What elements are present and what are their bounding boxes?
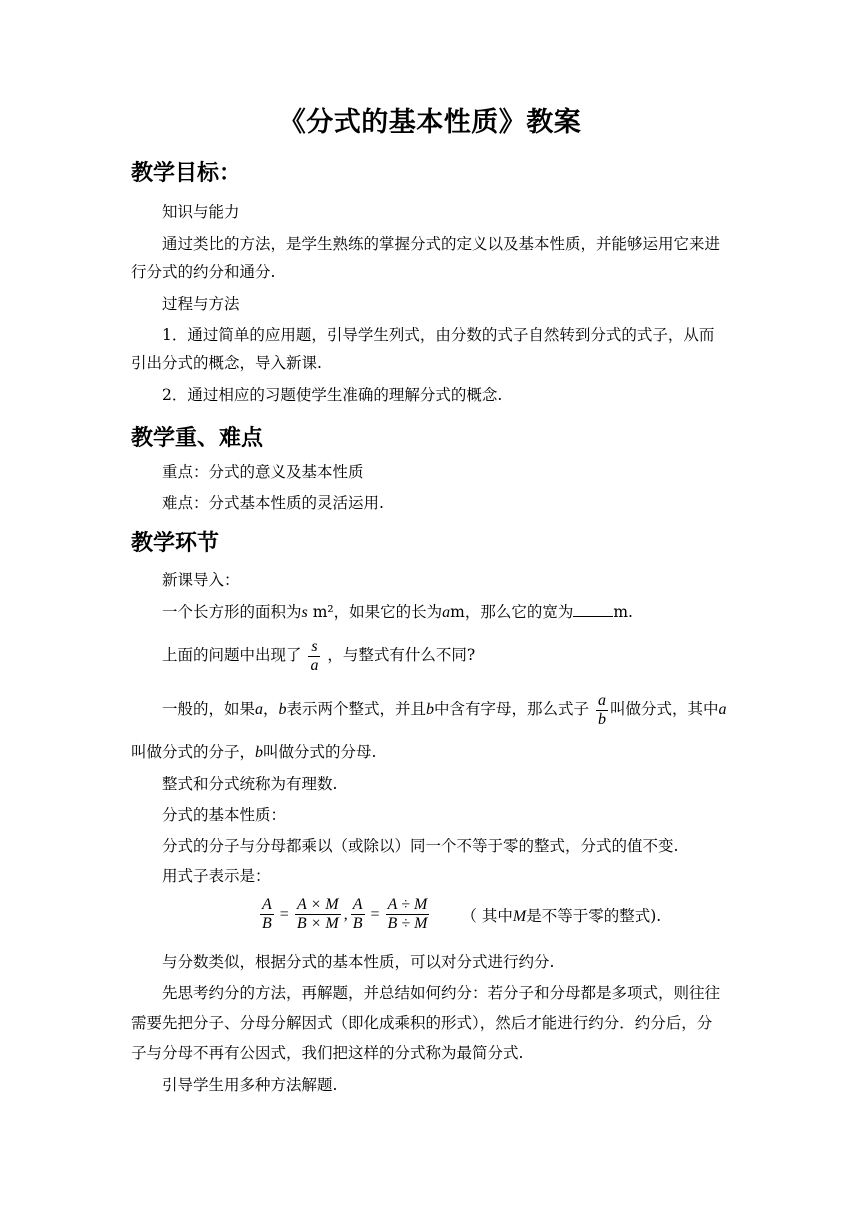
paragraph: 知识与能力 bbox=[162, 203, 240, 221]
paragraph: 新课导入： bbox=[162, 571, 240, 589]
fraction-s-over-a: $\frac{s}{a}$ bbox=[310, 637, 319, 674]
paragraph: 通过类比的方法，是学生熟练的掌握分式的定义以及基本性质，并能够运用它来进 bbox=[162, 235, 721, 253]
paragraph: 1．通过简单的应用题，引导学生列式，由分数的式子自然转到分式的式子，从而 bbox=[162, 326, 715, 344]
heading-key-points: 教学重、难点 bbox=[131, 425, 264, 451]
answer-blank bbox=[573, 602, 613, 617]
fraction: $\frac{A}{B}$ bbox=[352, 896, 363, 932]
variable-s: s bbox=[301, 604, 308, 621]
paragraph: 分式的分子与分母都乘以（或除以）同一个不等于零的整式，分式的值不变. bbox=[162, 837, 679, 855]
paragraph: 需要先把分子、分母分解因式（即化成乘积的形式），然后才能进行约分．约分后，分 bbox=[131, 1014, 713, 1032]
fraction: $\frac{A \div M}{B \div M}$ bbox=[387, 896, 428, 932]
paragraph: 难点：分式基本性质的灵活运用. bbox=[162, 494, 384, 512]
fraction-a-over-b: $\frac{a}{b}$ bbox=[598, 691, 606, 728]
paragraph-definition: 一般的，如果a，b表示两个整式，并且b中含有字母，那么式子 $\frac{a}{b}$ 叫做分式，其中a bbox=[162, 691, 727, 728]
paragraph-rectangle-question: 一个长方形的面积为s m²，如果它的长为am，那么它的宽为 m. bbox=[162, 603, 633, 621]
heading-teaching-process: 教学环节 bbox=[131, 530, 220, 556]
heading-teaching-goals: 教学目标： bbox=[131, 160, 242, 186]
paragraph: 整式和分式统称为有理数. bbox=[162, 775, 338, 793]
paragraph: 子与分母不再有公因式，我们把这样的分式称为最简分式. bbox=[131, 1044, 524, 1062]
paragraph: 行分式的约分和通分. bbox=[131, 263, 276, 281]
paragraph: 重点：分式的意义及基本性质 bbox=[162, 463, 364, 481]
document-title: 《分式的基本性质》教案 bbox=[278, 107, 582, 138]
fraction: $\frac{A \times M}{B \times M}$ bbox=[296, 896, 339, 932]
paragraph: 与分数类似，根据分式的基本性质，可以对分式进行约分. bbox=[162, 953, 555, 971]
paragraph: 先思考约分的方法，再解题，并总结如何约分：若分子和分母都是多项式，则往往 bbox=[162, 984, 721, 1002]
fraction-property-equation: $\frac{A}{B}$ = $\frac{A \times M}{B \times M}$ , $\frac{A}{B}$ = $\frac{A \div M}{B \div M}$ （ 其中M是不等于零的整式). bbox=[262, 896, 662, 932]
paragraph: 过程与方法 bbox=[162, 295, 240, 313]
equation-note: （ 其中M是不等于零的整式). bbox=[461, 906, 662, 925]
fraction: $\frac{A}{B}$ bbox=[262, 896, 272, 932]
paragraph: 2．通过相应的习题使学生准确的理解分式的概念. bbox=[162, 386, 503, 404]
paragraph: 用式子表示是： bbox=[162, 867, 271, 885]
paragraph: 叫做分式的分子，b叫做分式的分母. bbox=[131, 743, 377, 761]
paragraph-fraction-question: 上面的问题中出现了 $\frac{s}{a}$ ，与整式有什么不同? bbox=[162, 637, 476, 674]
paragraph: 引导学生用多种方法解题. bbox=[162, 1076, 338, 1094]
unit: m² bbox=[312, 603, 334, 621]
paragraph: 分式的基本性质： bbox=[162, 806, 287, 824]
paragraph: 引出分式的概念，导入新课. bbox=[131, 354, 322, 372]
variable-a: a bbox=[442, 604, 451, 621]
